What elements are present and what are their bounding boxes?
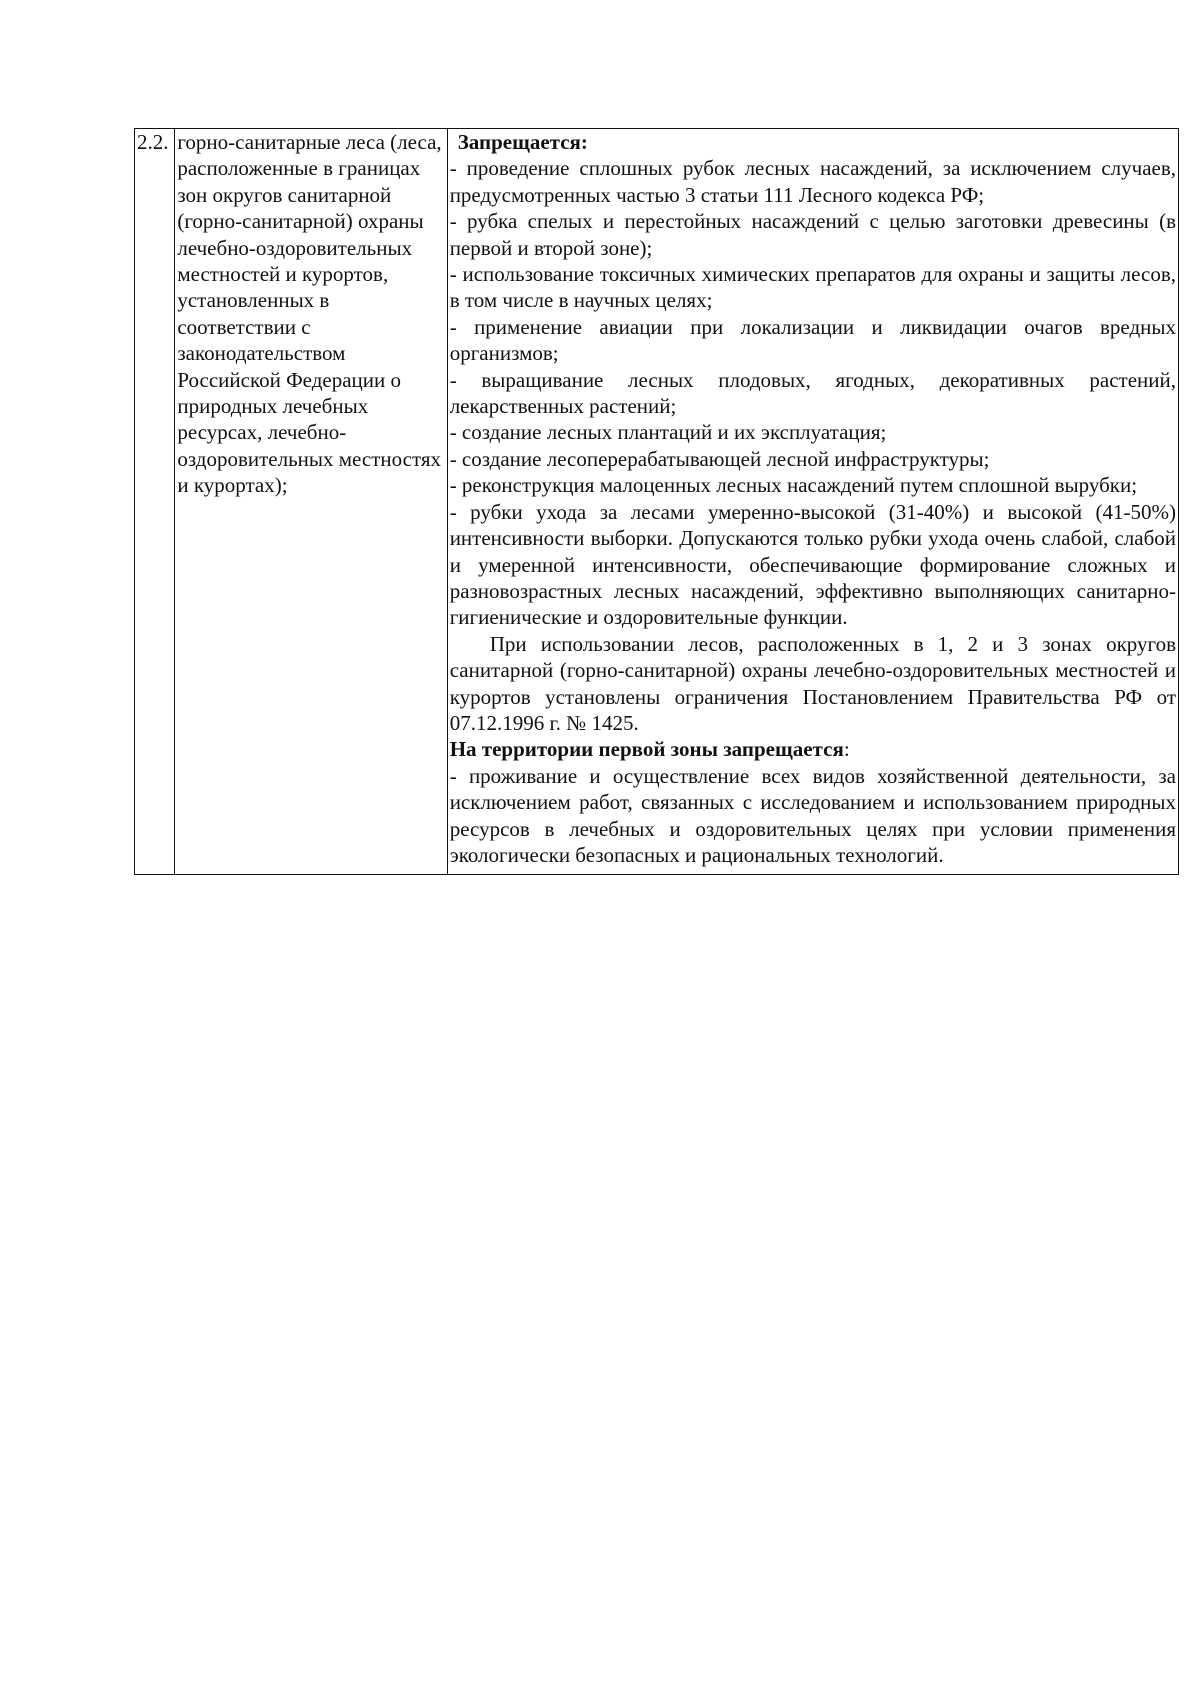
row-number-cell [135,129,175,875]
prohibition-item-9: - рубки ухода за лесами умеренно-высокой (31-40%) и высокой (41-50%) интенсивности выборки. Допускаются только рубки ухода очень слабой, слабой и умеренной интенсивности, обеспечивающие формирование сложных и разновозрастных лесных насаждений, эффективно выполняющих санитарно-гигиенические и оздоровительные функции. [449,499,1176,630]
prohibition-item-7: - создание лесоперерабатывающей лесной инфраструктуры; [449,446,990,471]
zone-prohibition-item: - проживание и осуществление всех видов хозяйственной деятельности, за исключением работ, связанных с исследованием и использованием природных ресурсов в лечебных и оздоровительных целях при условии применения экологически безопасных и рациональных технологий. [449,763,1176,867]
prohibition-item-2: - рубка спелых и перестойных насаждений с целью заготовки древесины (в первой и второй зоне); [449,209,1176,260]
regulation-table [134,128,1179,875]
prohibition-item-4: - применение авиации при локализации и ликвидации очагов вредных организмов; [449,314,1176,366]
prohibition-item-3: - использование токсичных химических препаратов для охраны и защиты лесов, в том числе в научных целях; [449,262,1176,313]
prohibition-item-1: - проведение сплошных рубок лесных насаждений, за исключением случаев, предусмотренных частью 3 статьи 111 Лесного кодекса РФ; [449,156,1176,207]
restrictions-paragraph: При использовании лесов, расположенных в 1, 2 и 3 зонах округов санитарной (горно-санитарной) охраны лечебно-оздоровительных местностей и курортов установлены ограничения Постановлением Правительства РФ от 07.12.1996 г. № 1425. [449,631,1176,735]
prohibition-item-6: - создание лесных плантаций и их эксплуатация; [449,420,887,445]
table-row [135,129,1179,875]
prohibition-item-8: - реконструкция малоценных лесных насаждений путем сплошной вырубки; [449,473,1138,498]
zone-heading-colon: : [843,737,850,762]
prohibition-item-5: - выращивание лесных плодовых, ягодных, декоративных растений, лекарственных растений; [449,367,1176,419]
zone-heading-line [450,736,1176,762]
prohibited-heading: Запрещается: [457,130,588,154]
zone-heading: На территории первой зоны запрещается [449,737,844,762]
restrictions-cell [447,129,1178,875]
row-number: 2.2. [137,130,169,154]
forest-category-text: горно-санитарные леса (леса, расположенные в границах зон округов санитарной (горно-санитарной) охраны лечебно-оздоровительных местностей и курортов, установленных в соответствии с законодательством Российской Федерации о природных лечебных ресурсах, лечебно-оздоровительных местностях и курортах); [177,130,442,498]
forest-category-cell [175,129,447,875]
